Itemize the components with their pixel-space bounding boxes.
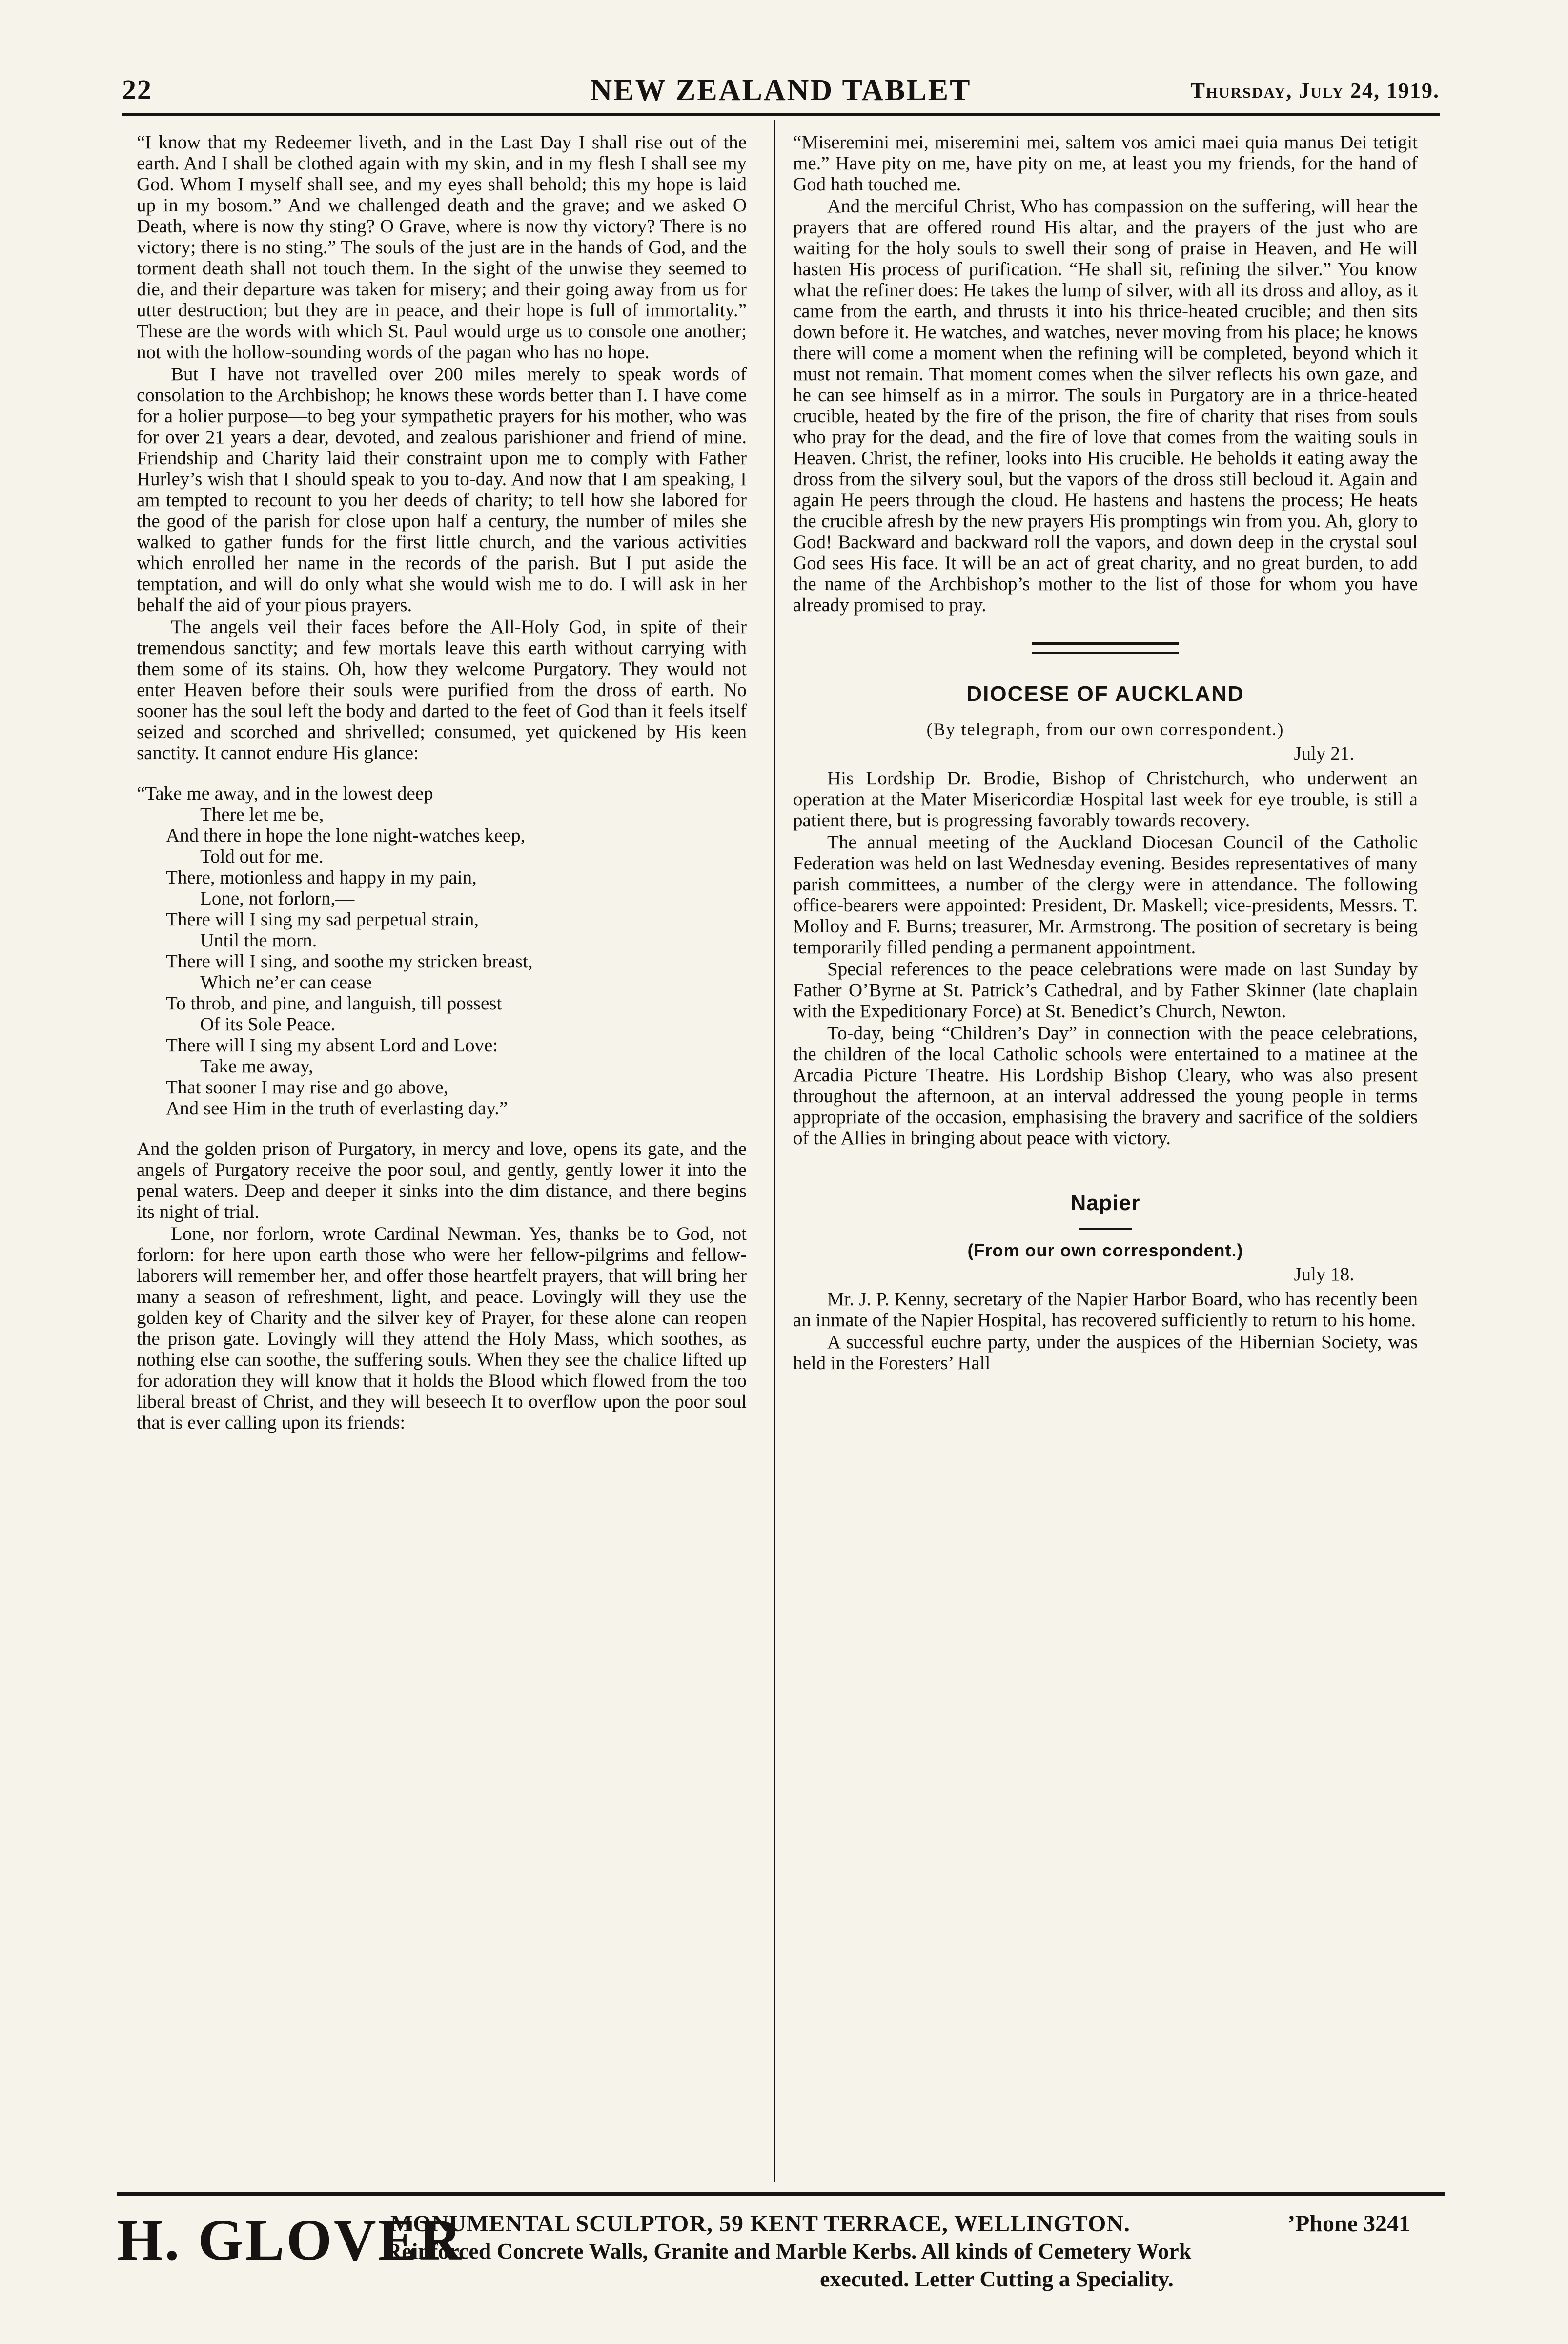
- news-paragraph: To-day, being “Children’s Day” in connection with the peace celebrations, the children of the local Catholic schools were entertained to a matinee at the Arcadia Picture Theatre. His Lordship Bishop Cleary, who was also present throughout the afternoon, at an interval addressed the young people in terms appropriate of the occasion, emphasising the bravery and sacrifice of the soldiers of the Allies in bringing about peace with victory.: [793, 1023, 1418, 1149]
- poem-line: Which ne’er can cease: [200, 972, 372, 993]
- right-column: [793, 132, 1418, 2172]
- poem-line: Take me away,: [200, 1056, 313, 1077]
- poem-line: And there in hope the lone night-watches keep,: [166, 825, 526, 846]
- section-byline: (From our own correspondent.): [967, 1240, 1243, 1260]
- section-byline: (By telegraph, from our own correspondent.): [926, 720, 1284, 739]
- advert-rule: [117, 2192, 1445, 2196]
- poem-line: There let me be,: [200, 804, 324, 825]
- section-heading-napier: Napier: [1070, 1191, 1140, 1215]
- poem-line: Lone, not forlorn,—: [200, 888, 355, 909]
- poem-line: There, motionless and happy in my pain,: [166, 867, 477, 888]
- section-divider: [1032, 642, 1179, 654]
- advert-line: Reinforced Concrete Walls, Granite and Marble Kerbs. All kinds of Cemetery Work: [386, 2239, 1192, 2263]
- news-paragraph: The annual meeting of the Auckland Diocesan Council of the Catholic Federation was held on last Wednesday evening. Besides representatives of many parish committees, a number of the clergy were in attendance. The following office-bearers were appointed: President, Dr. Maskell; vice-presidents, Messrs. T. Molloy and F. Burns; treasurer, Mr. Armstrong. The position of secretary is being temporarily filled pending a permanent appointment.: [793, 832, 1418, 958]
- poem: [137, 783, 747, 1119]
- section-heading-auckland: DIOCESE OF AUCKLAND: [966, 682, 1244, 706]
- advert-line: MONUMENTAL SCULPTOR, 59 KENT TERRACE, WELLINGTON.: [390, 2211, 1130, 2237]
- advert-phone: ’Phone 3241: [1287, 2211, 1410, 2237]
- advert-line: executed. Letter Cutting a Speciality.: [820, 2266, 1174, 2291]
- article-paragraph: And the golden prison of Purgatory, in mercy and love, opens its gate, and the angels of Purgatory receive the poor soul, and gently, gently lower it into the penal waters. Deep and deeper it sinks into the dim distance, and there begins its night of trial.: [137, 1138, 747, 1222]
- poem-line: There will I sing, and soothe my stricken breast,: [166, 951, 533, 972]
- article-paragraph: “I know that my Redeemer liveth, and in the Last Day I shall rise out of the earth. And I shall be clothed again with my skin, and in my flesh I shall see my God. Whom I myself shall see, and my eyes shall behold; this my hope is laid up in my bosom.” And we challenged death and the grave; and we asked O Death, where is now thy sting? O Grave, where is now thy victory? There is no victory; there is no sting.” The souls of the just are in the hands of God, and the torment death shall not touch them. In the sight of the unwise they seemed to die, and their departure was taken for misery; and their going away from us for utter destruction; but they are in peace, and their hope is full of immortality.” These are the words with which St. Paul would urge us to console one another; not with the hollow-sounding words of the pagan who has no hope.: [137, 132, 747, 363]
- newspaper-title: NEW ZEALAND TABLET: [590, 74, 972, 107]
- issue-date: Thursday, July 24, 1919.: [1190, 79, 1440, 103]
- section-dateline: July 18.: [1294, 1264, 1354, 1285]
- news-paragraph: His Lordship Dr. Brodie, Bishop of Christchurch, who underwent an operation at the Mater Misericordiæ Hospital last week for eye trouble, is still a patient there, but is progressing favorably towards recovery.: [793, 768, 1418, 831]
- advertiser-name: H. GLOVER: [117, 2207, 464, 2272]
- article-paragraph: The angels veil their faces before the All-Holy God, in spite of their tremendous sanctity; and few mortals leave this earth without carrying with them some of its stains. Oh, how they welcome Purgatory. They would not enter Heaven before their souls were purified from the dross of earth. No sooner has the soul left the body and darted to the feet of God than it feels itself seized and scorched and shrivelled; consumed, yet quickened by His keen sanctity. It cannot endure His glance:: [137, 617, 747, 763]
- poem-line: Told out for me.: [200, 846, 324, 867]
- article-paragraph: Lone, nor forlorn, wrote Cardinal Newman. Yes, thanks be to God, not forlorn: for here upon earth those who were her fellow-pilgrims and fellow-laborers will remember her, and offer those heartfelt prayers, that will bring her many a season of refreshment, light, and peace. Lovingly will they use the golden key of Charity and the silver key of Prayer, for these alone can reopen the prison gate. Lovingly will they attend the Holy Mass, which soothes, as nothing else can soothe, the suffering souls. When they see the chalice lifted up for adoration they will know that it holds the Blood which flowed from the too liberal breast of Christ, and they will beseech It to overflow upon the poor soul that is ever calling upon its friends:: [137, 1223, 747, 1433]
- news-paragraph: A successful euchre party, under the auspices of the Hibernian Society, was held in the Foresters’ Hall: [793, 1332, 1418, 1374]
- poem-line: Of its Sole Peace.: [200, 1014, 336, 1035]
- advertisement: [117, 2201, 1445, 2299]
- heading-underline: [1079, 1228, 1132, 1230]
- column-divider: [774, 120, 775, 2182]
- article-paragraph: And the merciful Christ, Who has compassion on the suffering, will hear the prayers that are offered round His altar, and the prayers of the just who are waiting for the holy souls to swell their song of praise in Heaven, and He will hasten His process of purification. “He shall sit, refining the silver.” You know what the refiner does: He takes the lump of silver, with all its dross and alloy, as it came from the earth, and thrusts it into his thrice-heated crucible; and then sits down before it. He watches, and watches, never moving from his place; he knows there will come a moment when the refining will be completed, beyond which it must not remain. That moment comes when the silver reflects his own gaze, and he can see himself as in a mirror. The souls in Purgatory are in a thrice-heated crucible, heated by the fire of the prison, the fire of charity that rises from souls who pray for the dead, and the fire of love that comes from the waiting souls in Heaven. Christ, the refiner, looks into His crucible. He beholds it eating away the dross from the silvery soul, but the vapors of the dross still becloud it. Again and again He peers through the cloud. He hastens and hastens the process; He heats the crucible afresh by the new prayers His promptings win from you. Ah, glory to God! Backward and backward roll the vapors, and down deep in the crystal soul God sees His face. It will be an act of great charity, and no great burden, to add the name of the Archbishop’s mother to the list of those for whom you have already promised to pray.: [793, 196, 1418, 616]
- poem-line: There will I sing my absent Lord and Love:: [166, 1035, 498, 1056]
- masthead-rule: [122, 113, 1440, 116]
- news-paragraph: Special references to the peace celebrations were made on last Sunday by Father O’Byrne at St. Patrick’s Cathedral, and by Father Skinner (late chaplain with the Expeditionary Force) at St. Benedict’s Church, Newton.: [793, 959, 1418, 1022]
- poem-line: There will I sing my sad perpetual strain,: [166, 909, 479, 930]
- article-paragraph: “Miseremini mei, miseremini mei, saltem vos amici maei quia manus Dei tetigit me.” Have pity on me, have pity on me, at least you my friends, for the hand of God hath touched me.: [793, 132, 1418, 195]
- poem-line: That sooner I may rise and go above,: [166, 1077, 448, 1098]
- news-paragraph: Mr. J. P. Kenny, secretary of the Napier Harbor Board, who has recently been an inmate of the Napier Hospital, has recovered sufficiently to return to his home.: [793, 1289, 1418, 1331]
- poem-line: And see Him in the truth of everlasting day.”: [166, 1098, 508, 1119]
- poem-line: To throb, and pine, and languish, till possest: [166, 993, 502, 1014]
- article-paragraph: But I have not travelled over 200 miles merely to speak words of consolation to the Archbishop; he knows these words better than I. I have come for a holier purpose—to beg your sympathetic prayers for his mother, who was for over 21 years a dear, devoted, and zealous parishioner and friend of mine. Friendship and Charity laid their constraint upon me to comply with Father Hurley’s wish that I should speak to you to-day. And now that I am speaking, I am tempted to recount to you her deeds of charity; to tell how she labored for the good of the parish for close upon half a century, the number of miles she walked to gather funds for the first little church, and the various activities which enrolled her name in the records of the parish. But I put aside the temptation, and will do only what she would wish me to do. I will ask in her behalf the aid of your pious prayers.: [137, 364, 747, 616]
- page-number: 22: [122, 74, 152, 105]
- poem-line: Until the morn.: [200, 930, 317, 951]
- section-dateline: July 21.: [1294, 743, 1354, 764]
- left-column: [137, 132, 747, 2172]
- poem-line: “Take me away, and in the lowest deep: [137, 783, 433, 804]
- masthead: [122, 73, 1440, 117]
